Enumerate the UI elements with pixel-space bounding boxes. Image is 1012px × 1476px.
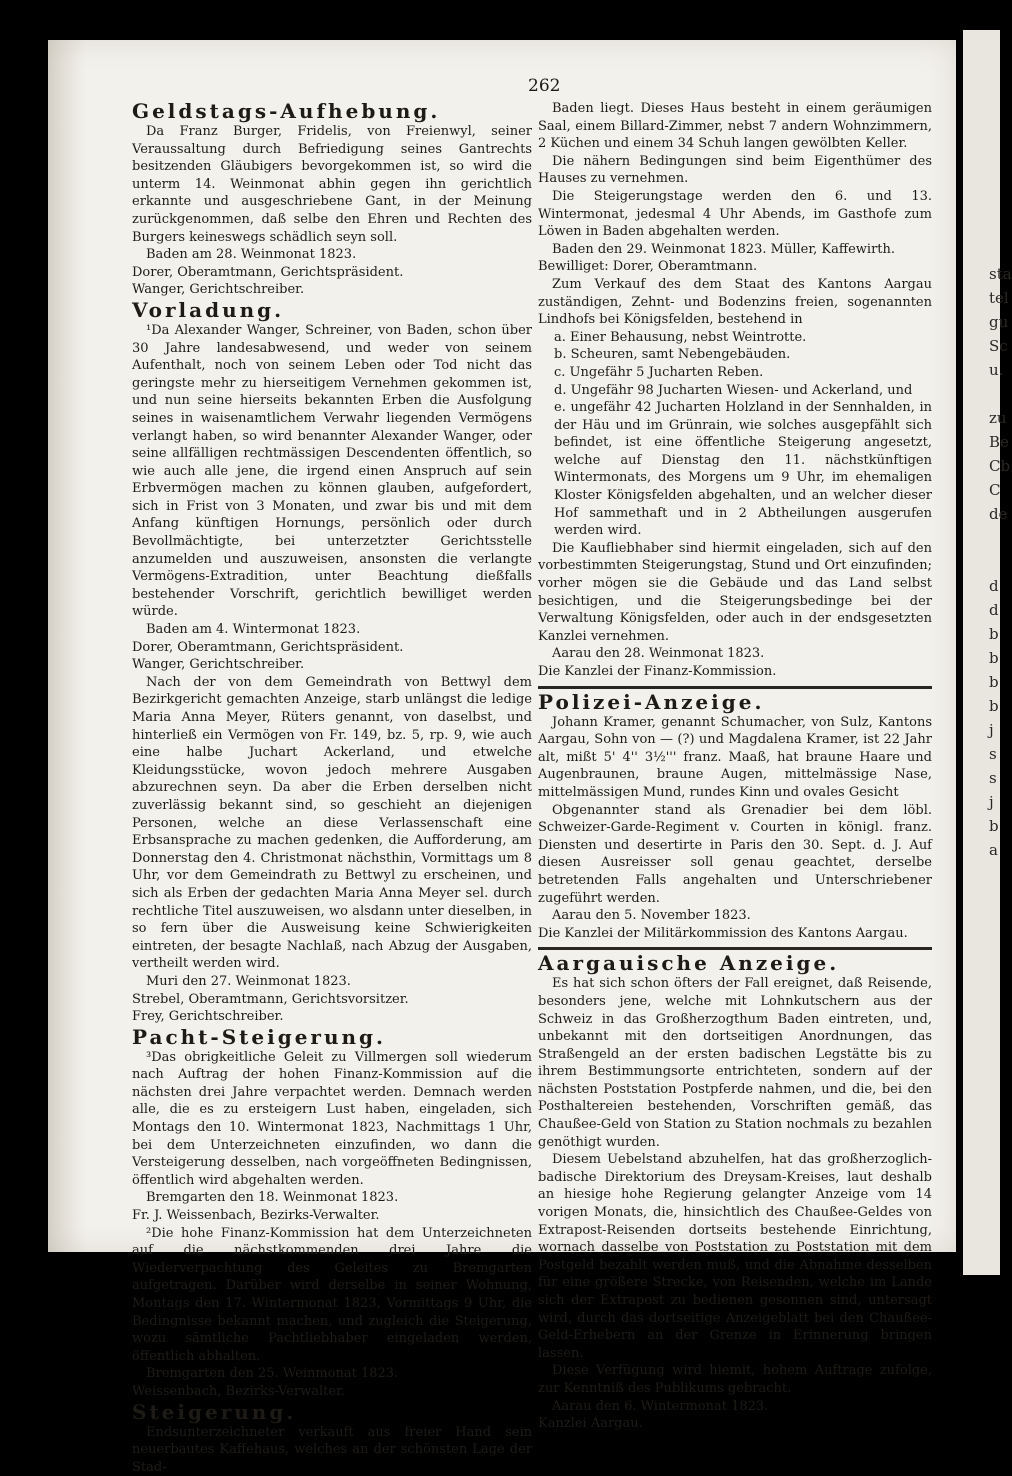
section-divider [538, 947, 932, 950]
notice-paragraph: ³Das obrigkeitliche Geleit zu Villmergen soll wiederum nach Auftrag der hohen Finanz-Kommission auf die nächsten drei Jahre verpachtet werden. Demnach werden alle, die es zu ersteigern Lust haben, eingeladen, sich Montags den 10. Wintermonat 1823, Nachmittags 1 Uhr, bei dem Unterzeichneten einzufinden, wo dann die Versteigerung desselben, nach vorgeöffneten Bedingnissen, öffentlich wird abgehalten werden. [132, 1049, 532, 1188]
adjacent-page-fragment: zu [989, 409, 1007, 427]
adjacent-page-fragment: s [989, 745, 997, 763]
adjacent-page-fragment: j [989, 721, 994, 739]
adjacent-page-fragment: b [989, 697, 999, 715]
notice-paragraph: Johann Kramer, genannt Schumacher, von Sulz, Kantons Aargau, Sohn von — (?) und Magdalena Kramer, ist 22 Jahr alt, mißt 5' 4'' 3½''' franz. Maaß, hat braune Haare und Augenbraunen, braune Augen, mittelmässige Nase, mittelmässigen Mund, rundes Kinn und ovales Gesicht [538, 714, 932, 800]
adjacent-page-fragment: a [989, 841, 998, 859]
list-item: a. Einer Behausung, nebst Weintrotte. [554, 329, 807, 345]
section-divider [538, 686, 932, 689]
signature-line: Weissenbach, Bezirks-Verwalter. [132, 1383, 345, 1399]
place-date-line: Aarau den 6. Wintermonat 1823. [552, 1398, 769, 1414]
left-column [132, 100, 532, 1476]
text-line: Bewilliget: Dorer, Oberamtmann. [538, 259, 758, 275]
place-date-line: Bremgarten den 18. Weinmonat 1823. [146, 1190, 399, 1206]
notice-paragraph: Die nähern Bedingungen sind beim Eigenthümer des Hauses zu vernehmen. [538, 153, 932, 187]
adjacent-page-fragment: Sc [989, 337, 1008, 355]
notice-paragraph: Nach der von dem Gemeindrath von Bettwyl dem Bezirkgericht gemachten Anzeige, starb unlängst die ledige Maria Anna Meyer, Rüters genannt, von daselbst, und hinterließ ein Vermögen von Fr. 149, bz. 5, rp. 9, wie auch eine halbe Juchart Ackerland, und etwelche Kleidungsstücke, wovon jedoch mehrere Ausgaben abzurechnen seyn. Da aber die Erben derselben nicht zuverlässig bekannt sind, so geschieht an diejenigen Personen, welche an diese Verlassenschaft eine Erbsansprache zu machen gedenken, die Aufforderung, am Donnerstag den 4. Christmonat nächsthin, Vormittags um 8 Uhr, vor dem Gemeindrath zu Bettwyl zu erscheinen, und sich als Erben der gedachten Maria Anna Meyer sel. durch rechtliche Titel auszuweisen, wo alsdann unter dieselben, in so fern über die Ausweisung keine Schwierigkeiten eintreten, der besagte Nachlaß, nach Abzug der Ausgaben, vertheilt werden wird. [132, 674, 532, 972]
place-date-line: Baden am 28. Weinmonat 1823. [146, 247, 357, 263]
adjacent-page-fragment: gu [989, 313, 1009, 331]
adjacent-page-fragment: tel [989, 289, 1009, 307]
adjacent-page-fragment: b [989, 673, 999, 691]
page-number: 262 [528, 76, 561, 96]
list-item: e. ungefähr 42 Jucharten Holzland in der Sennhalden, in der Häu und im Grünrain, wie solches ausgepfählt sich befindet, ist eine öffentliche Steigerung angesetzt, welche auf Dienstag den 11. nächstkünftigen Wintermonats, des Morgens um 9 Uhr, im ehemaligen Kloster Königsfelden abgehalten, und an welcher dieser Hof sammethaft und in 2 Abtheilungen ausgerufen werden wird. [554, 400, 932, 539]
list-item: c. Ungefähr 5 Jucharten Reben. [554, 364, 764, 380]
adjacent-page-fragment: C [989, 481, 1001, 499]
adjacent-page-fragment: Cb [989, 457, 1011, 475]
section-heading: Polizei-Anzeige. [538, 689, 765, 714]
adjacent-page-fragment: sta [989, 265, 1012, 283]
notice-paragraph: Obgenannter stand als Grenadier bei dem löbl. Schweizer-Garde-Regiment v. Courten in königl. franz. Diensten und desertirte in Paris den 30. Sept. d. J. Auf diesen Ausreisser soll genau geachtet, derselbe betretenden Falls angehalten und Unterschriebener zugeführt werden. [538, 802, 932, 906]
section-heading: Geldstags-Aufhebung. [132, 99, 441, 123]
adjacent-page-fragment: d [989, 577, 999, 595]
newspaper-page [48, 40, 956, 1475]
section-heading: Steigerung. [132, 1399, 297, 1424]
signature-line: Frey, Gerichtschreiber. [132, 1009, 284, 1025]
notice-paragraph: Die Steigerungstage werden den 6. und 13. Wintermonat, jedesmal 4 Uhr Abends, im Gasthofe zum Löwen in Baden abgehalten werden. [538, 188, 932, 240]
right-column [538, 100, 932, 1433]
adjacent-page-fragment: de [989, 505, 1008, 523]
place-date-line: Muri den 27. Weinmonat 1823. [146, 973, 351, 989]
signature-line: Die Kanzlei der Militärkommission des Kantons Aargau. [538, 925, 908, 941]
section-heading: Vorladung. [132, 297, 285, 322]
notice-paragraph: Diesem Uebelstand abzuhelfen, hat das großherzoglich-badische Direktorium des Dreysam-Kreises, laut deshalb an hiesige hohe Regierung gelangter Anzeige vom 14 vorigen Monats, die, hinsichtlich des Chaußee-Geldes von Extrapost-Reisenden dortseits bestehende Einrichtung, wornach dasselbe von Poststation zu Poststation mit dem Postgeld bezahlt werden muß, und die Abnahme desselben für eine größere Strecke, von Reisenden, welche im Lande sich der Extrapost zu bedienen gesonnen sind, untersagt wird, durch das dortseitige Anzeigeblatt bei den Chaußee-Geld-Erhebern an der Grenze in Erinnerung bringen lassen. [538, 1152, 932, 1361]
list-item: b. Scheuren, samt Nebengebäuden. [554, 347, 791, 363]
adjacent-page-fragment: b [989, 625, 999, 643]
signature-line: Dorer, Oberamtmann, Gerichtspräsident. [132, 264, 404, 280]
signature-line: Fr. J. Weissenbach, Bezirks-Verwalter. [132, 1208, 380, 1224]
section-heading: Aargauische Anzeige. [538, 951, 840, 976]
list-item: d. Ungefähr 98 Jucharten Wiesen- und Ackerland, und [554, 382, 913, 398]
notice-paragraph: Diese Verfügung wird hiemit, hohem Auftrage zufolge, zur Kenntniß des Publikums gebracht. [538, 1363, 932, 1396]
notice-paragraph: Baden liegt. Dieses Haus besteht in einem geräumigen Saal, einem Billard-Zimmer, nebst 7 andern Wohnzimmern, 2 Küchen und einem 34 Schuh langen gewölbten Keller. [538, 101, 932, 152]
notice-paragraph: ²Die hohe Finanz-Kommission hat dem Unterzeichneten auf die nächstkommenden drei Jahre die Wiederverpachtung des Geleites zu Bremgarten aufgetragen. Darüber wird derselbe in seiner Wohnung, Montags den 17. Wintermonat 1823, Vormittags 9 Uhr, die Bedingnisse bekannt machen, und zugleich die Steigerung, wozu sämtliche Pachtliebhaber eingeladen werden, öffentlich abhalten. [132, 1225, 532, 1364]
adjacent-page-fragment: b [989, 817, 999, 835]
place-date-line: Baden am 4. Wintermonat 1823. [146, 622, 361, 638]
adjacent-page-fragment: b [989, 649, 999, 667]
place-date-line: Bremgarten den 25. Weinmonat 1823. [146, 1366, 399, 1382]
adjacent-page-fragment: s [989, 769, 997, 787]
signature-line: Wanger, Gerichtschreiber. [132, 282, 305, 298]
signature-line: Kanzlei Aargau. [538, 1416, 643, 1432]
adjacent-page-fragment: Be [989, 433, 1009, 451]
notice-paragraph: Zum Verkauf des dem Staat des Kantons Aargau zuständigen, Zehnt- und Bodenzins freien, sogenannten Lindhofs bei Königsfelden, bestehend in [538, 276, 932, 328]
adjacent-page-fragment: j [989, 793, 994, 811]
place-date-line: Aarau den 28. Weinmonat 1823. [552, 646, 765, 662]
adjacent-page-fragment: d [989, 601, 999, 619]
signature-line: Dorer, Oberamtmann, Gerichtspräsident. [132, 639, 404, 655]
notice-paragraph: Die Kaufliebhaber sind hiermit eingeladen, sich auf den vorbestimmten Steigerungstag, Stund und Ort einzufinden; vorher mögen sie die Gebäude und das Land selbst besichtigen, und die Steigerungsbedinge bei der Verwaltung Königsfelden, oder auch in der endsgesetzten Kanzlei vernehmen. [538, 540, 932, 644]
notice-paragraph: Da Franz Burger, Fridelis, von Freienwyl, seiner Veraussaltung durch Befriedigung seines Gantrechts besitzenden Gläubigers bevorgekommen ist, so wird die unterm 14. Weinmonat abhin gegen ihn gerichtlich erkannte und ausgeschriebene Gant, in der Meinung zurückgenommen, daß selbe den Ehren und Rechten des Burgers keineswegs schädlich seyn soll. [132, 124, 532, 245]
signature-line: Strebel, Oberamtmann, Gerichtsvorsitzer. [132, 991, 409, 1007]
adjacent-page-edge [963, 30, 1012, 1275]
adjacent-page-fragment: u. [989, 361, 1004, 379]
place-date-line: Baden den 29. Weinmonat 1823. Müller, Kaffewirth. [552, 241, 896, 257]
notice-paragraph: Endsunterzeichneter verkauft aus freier Hand sein neuerbautes Kaffehaus, welches an der schönsten Lage der Stad- [132, 1424, 532, 1475]
signature-line: Die Kanzlei der Finanz-Kommission. [538, 664, 777, 679]
notice-paragraph: Es hat sich schon öfters der Fall ereignet, daß Reisende, besonders jene, welche mit Lohnkutschern aus der Schweiz in das Großherzogthum Baden eintreten, und, unbekannt mit den dortseitigen Anordnungen, das Straßengeld an der ersten badischen Legstätte bis zu ihrem Bestimmungsorte entrichteten, sondern auf der nächsten Poststation Postpferde nahmen, und die, bei den Posthaltereien bestehenden, Vorschriften gemäß, das Chaußee-Geld von Station zu Station nochmals zu bezahlen genöthigt wurden. [538, 976, 932, 1150]
section-heading: Pacht-Steigerung. [132, 1024, 386, 1049]
signature-line: Wanger, Gerichtschreiber. [132, 657, 305, 673]
place-date-line: Aarau den 5. November 1823. [552, 908, 751, 924]
notice-paragraph: ¹Da Alexander Wanger, Schreiner, von Baden, schon über 30 Jahre landesabwesend, und weder von seinem Aufenthalt, noch von seinem Leben oder Tod nicht das geringste mehr zu hierseitigem Vernehmen gekommen ist, und nun seine hierseits bekannten Erben die Ausfolgung seines in waisenamtlichem Verwahr liegenden Vermögens verlangt haben, so wird benannter Alexander Wanger, oder seine allfälligen rechtmässigen Descendenten öffentlich, so wie auch alle jene, die irgend einen Anspruch auf sein Erbvermögen machen zu können glauben, aufgefordert, sich in Frist von 3 Monaten, und zwar bis und mit dem Anfang künftigen Hornungs, persönlich oder durch Bevollmächtigte, bei unterzetzter Gerichtsstelle anzumelden und auszuweisen, ansonsten die verlangte Vermögens-Extradition, unter Beachtung dießfalls bestehender Vorschrift, gerichtlich bewilliget werden würde. [132, 322, 532, 620]
